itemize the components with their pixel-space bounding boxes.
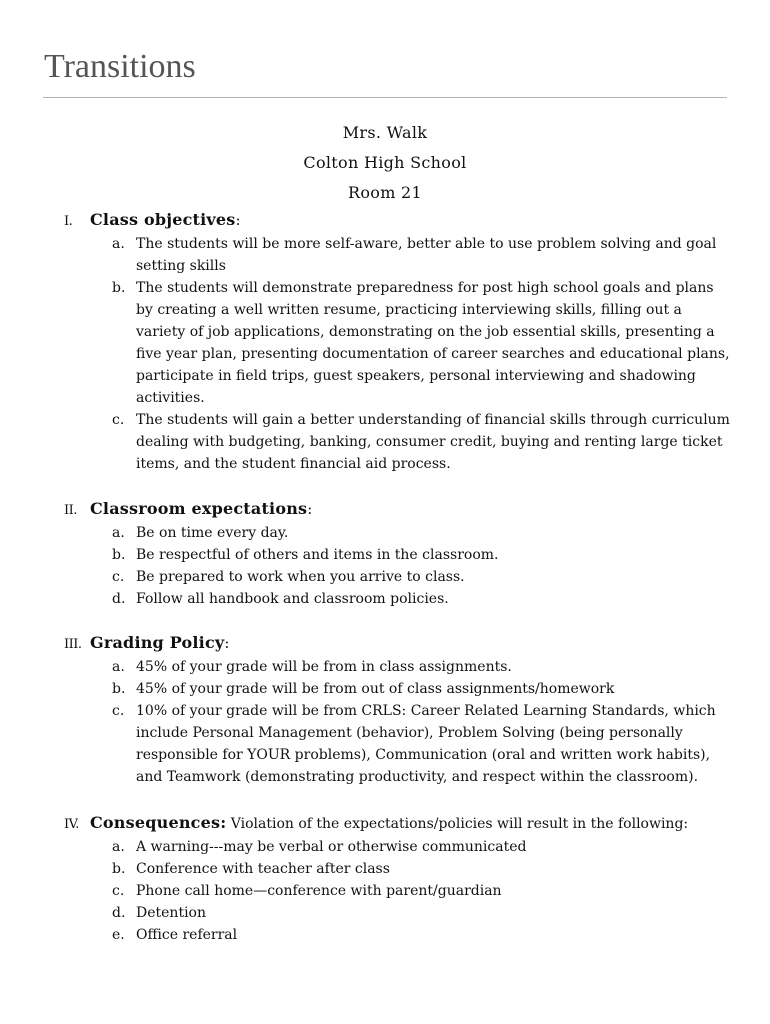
section-colon: : (307, 500, 313, 518)
list-item (64, 544, 734, 566)
section-heading (64, 810, 734, 836)
list-item (64, 566, 734, 588)
section-title: Grading Policy (90, 633, 225, 652)
section-title: Class objectives (90, 210, 236, 229)
section-title: Consequences: (90, 813, 227, 832)
item-text: The students will demonstrate preparedness for post high school goals and plans by creating a well written resume, practicing interviewing skills, filling out a variety of job applications, demonstrating on the job essential skills, presenting a five year plan, presenting documentation of career searches and educational plans, participate in field trips, guest speakers, personal interviewing and shadowing activities. (136, 280, 730, 406)
section-consequences (64, 810, 734, 946)
section-heading (64, 630, 734, 656)
list-item (64, 409, 734, 475)
page-title: Transitions (44, 48, 196, 85)
section-heading (64, 496, 734, 522)
item-text: The students will gain a better understanding of financial skills through curriculum dealing with budgeting, banking, consumer credit, buying and renting large ticket items, and the student financial aid process. (136, 412, 730, 472)
list-item (64, 656, 734, 678)
list-item (64, 233, 734, 277)
item-label: a. (112, 839, 125, 855)
item-label: b. (112, 861, 126, 877)
section-classroom-expectations (64, 496, 734, 610)
title-divider (43, 97, 727, 98)
item-label: d. (112, 591, 126, 607)
item-label: b. (112, 547, 126, 563)
list-item (64, 700, 734, 788)
item-label: c. (112, 703, 125, 719)
list-item (64, 277, 734, 409)
section-class-objectives (64, 207, 734, 475)
section-numeral: IV. (64, 817, 79, 832)
grading-list (64, 656, 734, 788)
item-label: c. (112, 569, 125, 585)
item-label: a. (112, 236, 125, 252)
list-item (64, 858, 734, 880)
list-item (64, 924, 734, 946)
section-description: Violation of the expectations/policies will result in the following: (230, 816, 689, 832)
objectives-list (64, 233, 734, 475)
list-item (64, 836, 734, 858)
list-item (64, 588, 734, 610)
list-item (64, 678, 734, 700)
list-item (64, 880, 734, 902)
section-heading (64, 207, 734, 233)
item-text: Detention (136, 905, 206, 921)
item-text: Follow all handbook and classroom policies. (136, 591, 449, 607)
consequences-list (64, 836, 734, 946)
expectations-list (64, 522, 734, 610)
item-label: b. (112, 681, 126, 697)
section-numeral: I. (64, 214, 73, 229)
item-label: e. (112, 927, 125, 943)
item-label: b. (112, 280, 126, 296)
item-label: c. (112, 883, 125, 899)
item-text: Be prepared to work when you arrive to class. (136, 569, 465, 585)
item-text: Conference with teacher after class (136, 861, 390, 877)
section-numeral: II. (64, 503, 77, 518)
item-text: Be on time every day. (136, 525, 289, 541)
section-grading-policy (64, 630, 734, 788)
item-label: a. (112, 525, 125, 541)
teacher-name: Mrs. Walk (342, 123, 428, 142)
section-colon: : (235, 211, 241, 229)
item-label: a. (112, 659, 125, 675)
item-text: A warning---may be verbal or otherwise communicated (136, 839, 527, 855)
item-text: The students will be more self-aware, better able to use problem solving and goal setting skills (136, 236, 717, 274)
item-text: 45% of your grade will be from out of class assignments/homework (136, 681, 615, 697)
section-colon: : (224, 634, 230, 652)
document-header (0, 118, 770, 208)
school-name: Colton High School (303, 153, 467, 172)
item-text: 45% of your grade will be from in class assignments. (136, 659, 512, 675)
item-label: d. (112, 905, 126, 921)
item-text: Be respectful of others and items in the classroom. (136, 547, 499, 563)
list-item (64, 522, 734, 544)
item-text: Phone call home—conference with parent/guardian (136, 883, 502, 899)
list-item (64, 902, 734, 924)
item-text: 10% of your grade will be from CRLS: Career Related Learning Standards, which include Personal Management (behavior), Problem Solving (being personally responsible for YOUR problems), Communication (oral and written work habits), and Teamwork (demonstrating productivity, and respect within the classroom). (136, 703, 716, 785)
section-numeral: III. (64, 637, 82, 652)
item-label: c. (112, 412, 125, 428)
room-number: Room 21 (347, 183, 423, 202)
item-text: Office referral (136, 927, 238, 943)
section-title: Classroom expectations (90, 499, 308, 518)
